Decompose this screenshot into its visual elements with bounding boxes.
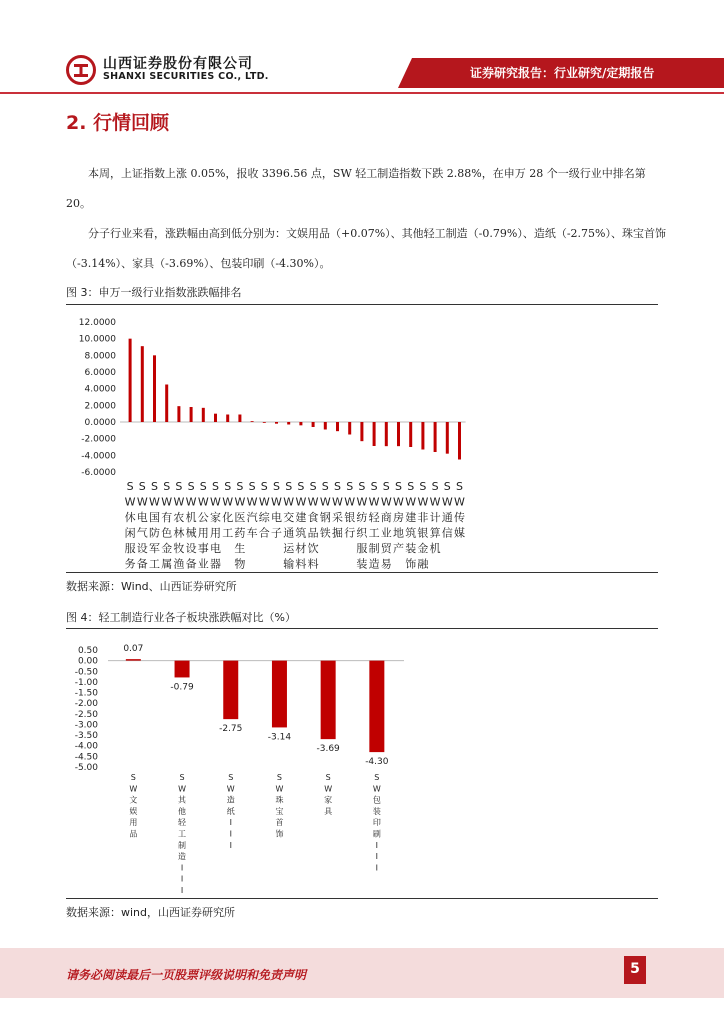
y-tick-label: -4.00: [74, 741, 98, 752]
bar: [272, 661, 287, 728]
x-category-label: S W 房地产: [393, 480, 404, 555]
data-label: -3.14: [267, 732, 292, 743]
bar: [263, 422, 266, 423]
bar: [312, 422, 315, 427]
bar: [129, 339, 132, 422]
y-tick-label: -1.00: [74, 677, 98, 688]
x-category-label: S W 建筑装饰: [405, 480, 417, 570]
bar: [458, 422, 461, 460]
bar: [190, 407, 193, 422]
y-tick-label: 2.0000: [84, 401, 116, 412]
bar: [446, 422, 449, 454]
bar: [324, 422, 327, 430]
x-category-label: S W 有色金属: [161, 480, 173, 570]
company-name-en: SHANXI SECURITIES CO., LTD.: [103, 71, 269, 82]
bar: [165, 385, 168, 423]
x-category-label: S W 轻工制造: [368, 480, 380, 570]
market-review-paragraph: [66, 159, 666, 219]
x-category-label: S W 银行: [344, 480, 356, 540]
x-category-label: S W 综合: [258, 480, 270, 540]
x-category-label: S W 传媒: [454, 480, 465, 540]
x-category-label: S W 电气设备: [136, 480, 148, 570]
bar: [214, 414, 217, 422]
x-category-label: S W 非银金融: [417, 480, 429, 570]
figure4-source: 数据来源：wind，山西证券研究所: [66, 906, 236, 919]
paragraph-text-2: 分子行业来看，涨跌幅由高到低分别为：文娱用品（+0.07%）、其他轻工制造（-0.79%）、造纸（-2.75%）、珠宝首饰（-3.14%）、家具（-3.69%）、包装印刷（-4.30%）。: [66, 227, 666, 270]
bar: [434, 422, 437, 452]
x-category-label: S W 休闲服务: [124, 480, 136, 570]
bar: [175, 661, 190, 678]
bar: [348, 422, 351, 435]
bar: [153, 355, 156, 422]
x-category-label: S W 通信: [441, 480, 453, 540]
bar: [373, 422, 376, 446]
x-category-label: S W 交通运输: [283, 480, 295, 570]
y-tick-label: -4.0000: [81, 451, 116, 462]
y-tick-label: 0.50: [77, 646, 98, 656]
report-type-label: 证券研究报告：行业研究/定期报告: [470, 66, 655, 80]
page-number: 5: [630, 961, 640, 977]
bar: [238, 415, 241, 423]
y-tick-label: -2.0000: [81, 434, 116, 445]
figure3-title: 图 3：申万一级行业指数涨跌幅排名: [66, 286, 242, 299]
y-tick-label: 12.0000: [78, 318, 116, 328]
header-divider: [0, 92, 724, 94]
bar: [251, 421, 254, 422]
x-category-label: S W 珠宝首饰: [275, 773, 284, 839]
y-tick-label: -3.00: [74, 720, 98, 731]
bar: [360, 422, 363, 441]
x-category-label: S W 机械设备: [185, 480, 197, 570]
y-tick-label: 0.0000: [84, 418, 116, 428]
y-tick-label: -4.50: [74, 752, 98, 763]
bar: [385, 422, 388, 446]
disclaimer-text: 请务必阅读最后一页股票评级说明和免责声明: [66, 968, 307, 982]
data-label: 0.07: [123, 644, 144, 655]
bar: [202, 408, 205, 422]
y-tick-label: 4.0000: [84, 384, 116, 395]
data-label: -0.79: [170, 682, 194, 693]
x-category-label: S W 造纸 I I I: [226, 773, 235, 850]
bar: [409, 422, 412, 447]
figure4-title: 图 4：轻工制造行业各子板块涨跌幅对比（%）: [66, 611, 296, 624]
company-name-cn: 山西证券股份有限公司: [103, 56, 253, 72]
x-category-label: S W 家具: [324, 773, 333, 816]
x-category-label: S W 商业贸易: [380, 480, 392, 570]
x-category-label: S W 其他轻工制造 I I I: [178, 773, 187, 894]
x-category-label: S W 家用电器: [210, 480, 221, 570]
data-label: -3.69: [316, 744, 340, 755]
x-category-label: S W 汽车: [246, 480, 258, 540]
bar: [336, 422, 339, 431]
figure3-top-rule: [66, 304, 658, 305]
x-category-label: S W 包装印刷 I I I: [372, 773, 381, 873]
subsector-paragraph: [66, 219, 666, 279]
y-tick-label: 8.0000: [84, 351, 116, 362]
data-label: -4.30: [365, 757, 389, 768]
x-category-label: S W 纺织服装: [356, 480, 368, 570]
y-tick-label: -0.50: [74, 667, 98, 678]
paragraph-text-1: 本周，上证指数上涨 0.05%，报收 3396.56 点，SW 轻工制造指数下跌 2.88%，在申万 28 个一级行业中排名第 20。: [66, 167, 646, 210]
x-category-label: S W 计算机: [429, 480, 441, 555]
bar: [369, 661, 384, 752]
figure3-source: 数据来源：Wind、山西证券研究所: [66, 580, 237, 593]
x-category-label: S W 食品饮料: [307, 480, 319, 570]
x-category-label: S W 建筑材料: [295, 480, 307, 570]
y-tick-label: -6.0000: [81, 468, 116, 478]
bar: [287, 422, 290, 425]
bar: [177, 406, 180, 422]
figure3-bottom-rule: [66, 572, 658, 573]
y-tick-label: -1.50: [74, 688, 98, 699]
bar: [223, 661, 238, 720]
bar: [226, 415, 229, 423]
x-category-label: S W 电子: [271, 480, 282, 540]
x-category-label: S W 化工: [222, 480, 234, 540]
figure4-top-rule: [66, 628, 658, 629]
x-category-label: S W 文娱用品: [129, 773, 138, 839]
x-category-label: S W 公用事业: [197, 480, 209, 570]
subsector-comparison-chart: [66, 632, 658, 894]
y-tick-label: 10.0000: [78, 334, 116, 345]
bar: [126, 659, 141, 660]
y-tick-label: -5.00: [74, 763, 98, 773]
x-category-label: S W 钢铁: [319, 480, 331, 540]
y-tick-label: -2.00: [74, 699, 98, 710]
bar: [321, 661, 336, 739]
bar: [141, 346, 144, 422]
bar: [397, 422, 400, 446]
figure4-bottom-rule: [66, 898, 658, 899]
bar: [299, 422, 302, 425]
bar: [421, 422, 424, 450]
x-category-label: S W 农林牧渔: [173, 480, 185, 570]
company-logo-icon: [66, 55, 96, 85]
y-tick-label: 6.0000: [84, 368, 116, 378]
x-category-label: S W 采掘: [332, 480, 343, 540]
industry-ranking-chart: [66, 308, 658, 570]
y-tick-label: -2.50: [74, 709, 98, 720]
y-tick-label: -3.50: [74, 731, 98, 742]
x-category-label: S W 国防军工: [149, 480, 160, 570]
section-title: 2. 行情回顾: [66, 112, 170, 134]
y-tick-label: 0.00: [77, 656, 98, 667]
x-category-label: S W 医药生物: [234, 480, 246, 570]
data-label: -2.75: [219, 724, 243, 735]
bar: [275, 422, 278, 424]
